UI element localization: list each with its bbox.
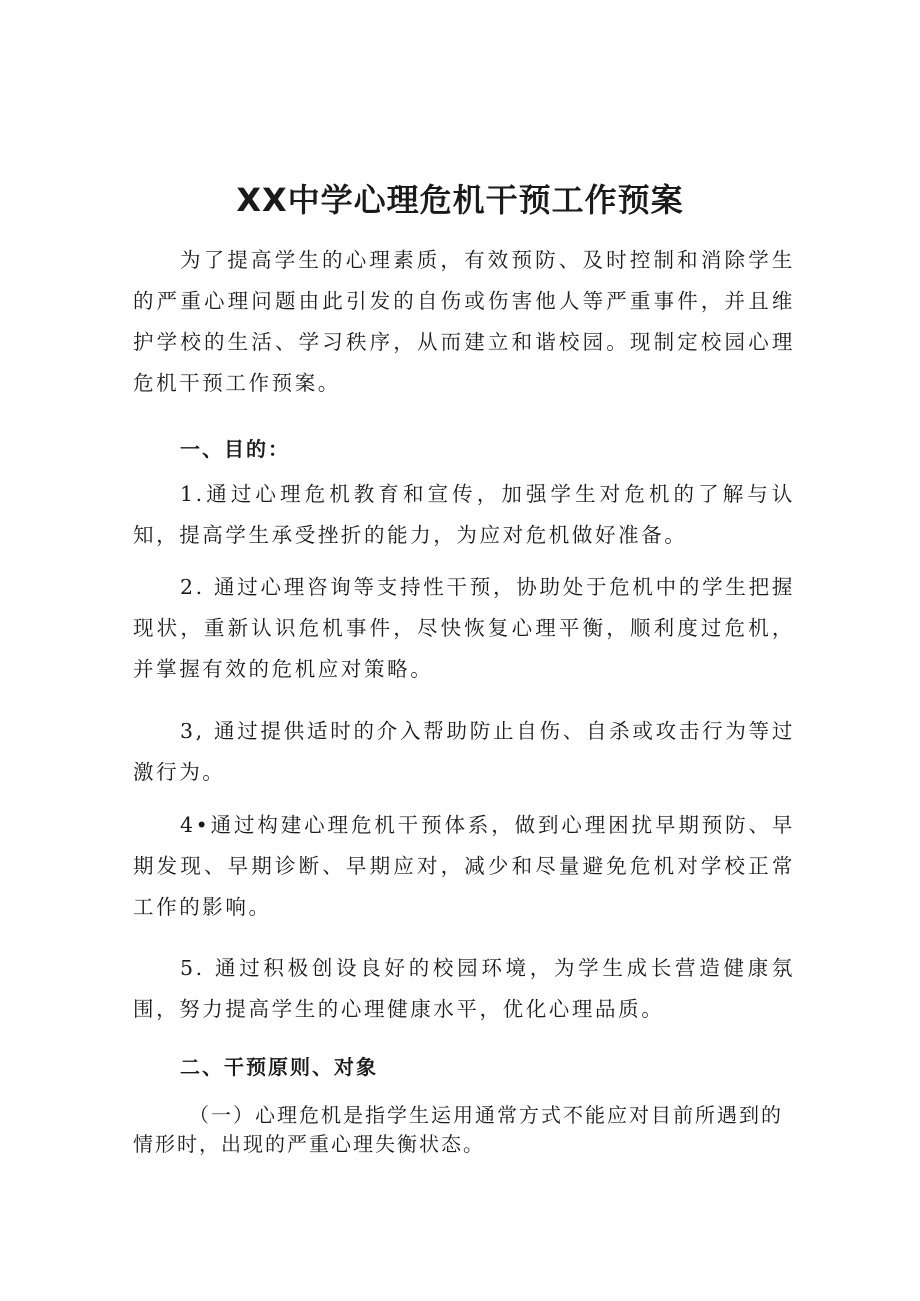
- purpose-item-1: 1.通过心理危机教育和宣传，加强学生对危机的了解与认知，提高学生承受挫折的能力，为应对危机做好准备。: [133, 482, 795, 547]
- purpose-item-3: 3, 通过提供适时的介入帮助防止自伤、自杀或攻击行为等过激行为。: [133, 719, 795, 784]
- principles-item-1: （一）心理危机是指学生运用通常方式不能应对目前所遇到的情形时，出现的严重心理失衡状态。: [133, 1103, 783, 1156]
- purpose-item-4: 4•通过构建心理危机干预体系，做到心理困扰早期预防、早期发现、早期诊断、早期应对，减少和尽量避免危机对学校正常工作的影响。: [133, 813, 795, 919]
- purpose-item-2: 2. 通过心理咨询等支持性干预，协助处于危机中的学生把握现状，重新认识危机事件，尽快恢复心理平衡，顺利度过危机，并掌握有效的危机应对策略。: [133, 575, 795, 681]
- purpose-item-5: 5. 通过积极创设良好的校园环境，为学生成长营造健康氛围，努力提高学生的心理健康水平，优化心理品质。: [133, 956, 795, 1021]
- document-title: XX中学心理危机干预工作预案: [236, 181, 684, 219]
- intro-paragraph: 为了提高学生的心理素质，有效预防、及时控制和消除学生的严重心理问题由此引发的自伤或伤害他人等严重事件，并且维护学校的生活、学习秩序，从而建立和谐校园。现制定校园心理危机干预工作预案。: [133, 248, 795, 395]
- section-heading-principles: 二、干预原则、对象: [180, 1055, 378, 1079]
- section-heading-purpose: 一、目的：: [180, 437, 290, 461]
